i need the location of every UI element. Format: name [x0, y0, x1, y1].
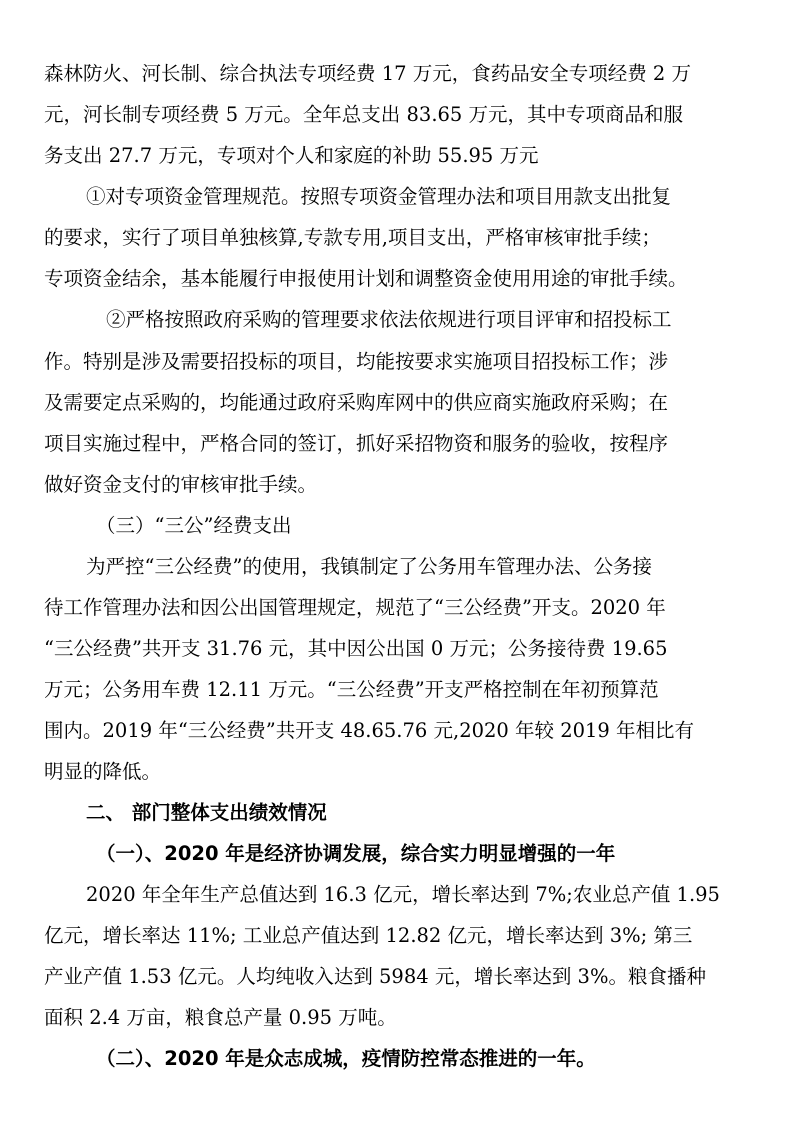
body-line: 亿元，增长率达 11%; 工业总产值达到 12.82 亿元，增长率达到 3%; 第三 [44, 924, 693, 947]
body-line: 面积 2.4 万亩，粮食总产量 0.95 万吨。 [44, 1006, 397, 1029]
subsection-heading: （二）、2020 年是众志成城，疫情防控常态推进的一年。 [96, 1047, 596, 1070]
body-line: 元，河长制专项经费 5 万元。全年总支出 83.65 万元，其中专项商品和服 [44, 103, 684, 126]
body-line: 明显的降低。 [44, 760, 162, 783]
body-line: 务支出 27.7 万元，专项对个人和家庭的补助 55.95 万元 [44, 144, 539, 167]
body-line: 为严控“三公经费”的使用，我镇制定了公务用车管理办法、公务接 [86, 555, 652, 578]
body-line: 产业产值 1.53 亿元。人均纯收入达到 5984 元，增长率达到 3%。粮食播种 [44, 965, 706, 988]
body-line: ①对专项资金管理规范。按照专项资金管理办法和项目用款支出批复 [86, 185, 672, 208]
body-line: 做好资金支付的审核审批手续。 [44, 473, 318, 496]
body-line: 及需要定点采购的，均能通过政府采购库网中的供应商实施政府采购；在 [44, 391, 669, 414]
body-line: 围内。2019 年“三公经费”共开支 48.65.76 元,2020 年较 2019 年相比有 [44, 719, 695, 742]
body-line: ②严格按照政府采购的管理要求依法依规进行项目评审和招投标工 [106, 308, 672, 331]
chapter-heading: 二、 部门整体支出绩效情况 [86, 801, 327, 824]
body-line: 专项资金结余，基本能履行申报使用计划和调整资金使用用途的审批手续。 [44, 267, 688, 290]
body-line: 2020 年全年生产总值达到 16.3 亿元，增长率达到 7%;农业总产值 1.95 [86, 883, 720, 906]
body-line: “三公经费”共开支 31.76 元，其中因公出国 0 万元；公务接待费 19.65 [44, 637, 668, 660]
body-line: 森林防火、河长制、综合执法专项经费 17 万元，食药品安全专项经费 2 万 [44, 62, 692, 85]
body-line: 作。特别是涉及需要招投标的项目，均能按要求实施项目招投标工作；涉 [44, 350, 669, 373]
body-line: 万元；公务用车费 12.11 万元。“三公经费”开支严格控制在年初预算范 [44, 678, 659, 701]
section-heading: （三）“三公”经费支出 [96, 514, 292, 537]
body-line: 的要求，实行了项目单独核算,专款专用,项目支出，严格审核审批手续； [44, 226, 661, 249]
body-line: 项目实施过程中，严格合同的签订，抓好采招物资和服务的验收，按程序 [44, 432, 669, 455]
body-line: 待工作管理办法和因公出国管理规定，规范了“三公经费”开支。2020 年 [44, 596, 666, 619]
subsection-heading: （一）、2020 年是经济协调发展，综合实力明显增强的一年 [96, 842, 616, 865]
